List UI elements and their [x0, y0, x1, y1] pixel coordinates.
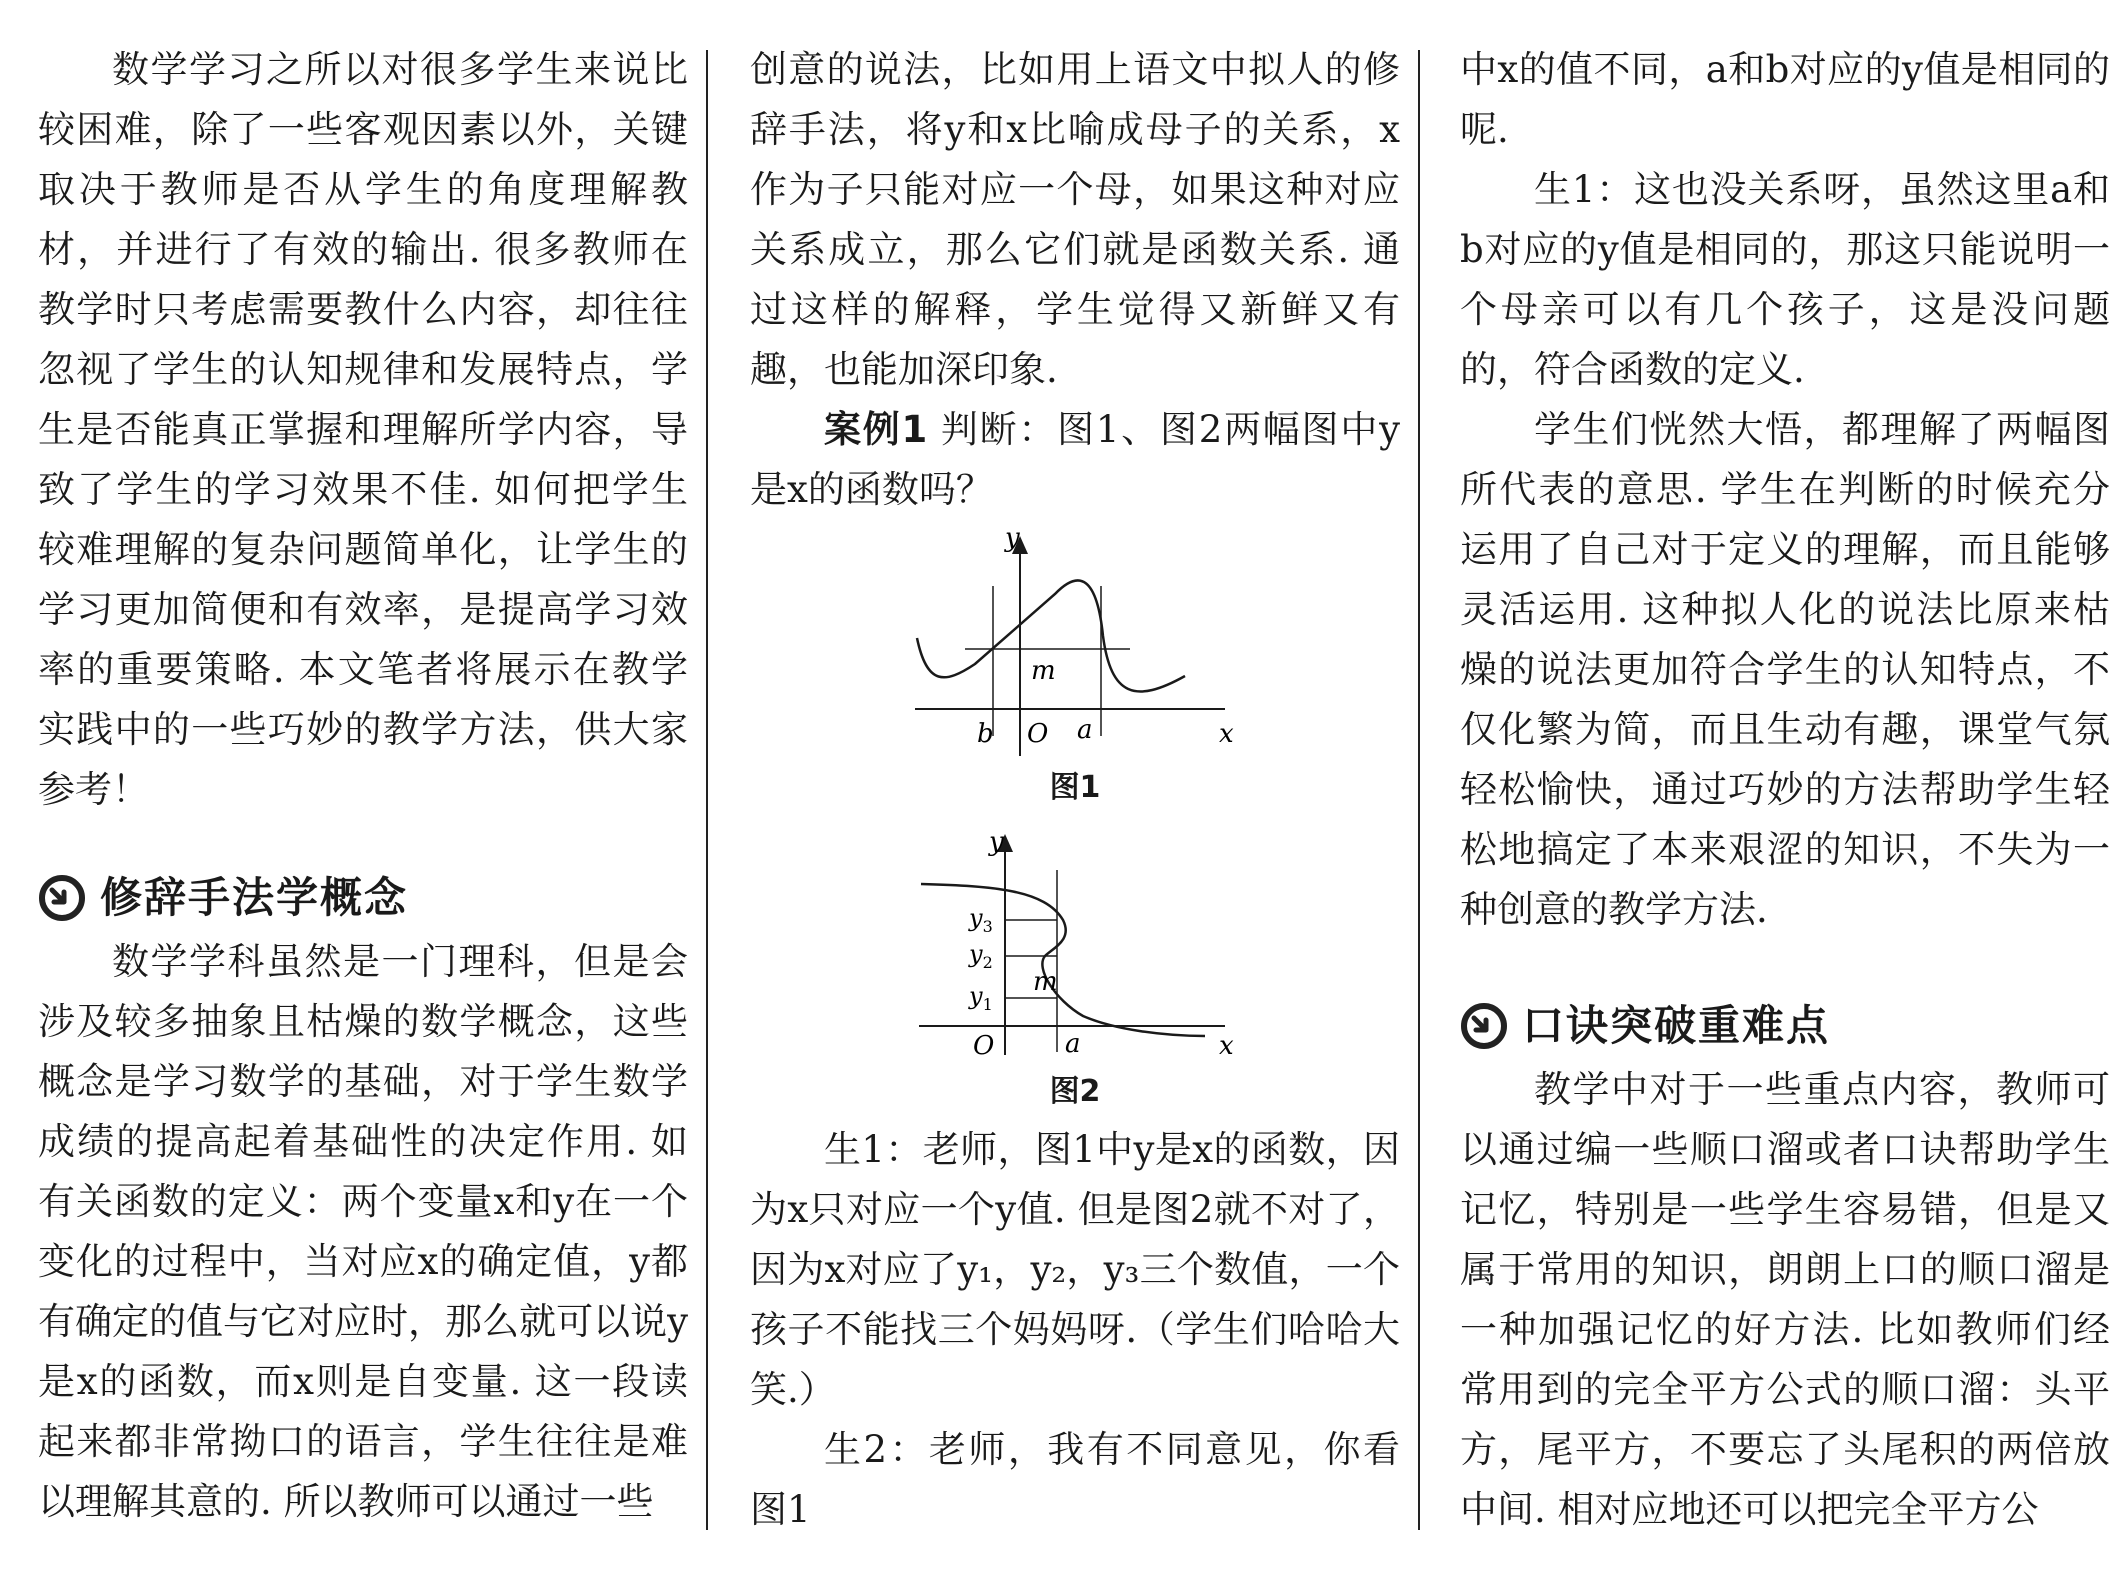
section-arrow-icon	[1460, 1002, 1508, 1050]
label-a: a	[1077, 715, 1093, 745]
label-y1	[968, 982, 993, 1014]
x-axis-label: x	[1219, 1031, 1234, 1061]
column-divider	[1418, 50, 1420, 1530]
y3-subscript: 3	[982, 917, 993, 936]
summary-paragraph: 学生们恍然大悟，都理解了两幅图所代表的意思. 学生在判断的时候充分运用了自己对于定义的理解，而且能够灵活运用. 这种拟人化的说法比原来枯燥的说法更加符合学生的认知特点，不仅化繁为简，而且生动有趣，课堂气氛轻松愉快，通过巧妙的方法帮助学生轻松地搞定了本来艰涩的知识，不失为一种创意的教学方法.	[1460, 408, 2110, 931]
column-2	[750, 40, 1400, 1540]
y-axis-label: y	[989, 830, 1004, 857]
label-origin: O	[1027, 719, 1049, 749]
column-divider	[706, 50, 708, 1530]
column-1	[38, 40, 688, 1532]
x-axis-label: x	[1219, 719, 1234, 749]
figure-2	[750, 830, 1400, 1112]
case-question: 判断：图1、图2两幅图中y是x的函数吗？	[750, 408, 1400, 511]
student-reply-paragraph: 生1：这也没关系呀，虽然这里a和b对应的y值是相同的，那这只能说明一个母亲可以有几个孩子，这是没问题的，符合函数的定义.	[1460, 168, 2110, 391]
figure-2-graph	[905, 830, 1245, 1070]
label-origin: O	[973, 1031, 995, 1061]
y3-letter: y	[969, 904, 983, 932]
y2-subscript: 2	[982, 953, 993, 972]
section-title: 口诀突破重难点	[1522, 1001, 1831, 1050]
y1-subscript: 1	[982, 995, 993, 1014]
y1-letter: y	[969, 982, 983, 1010]
body-paragraph: 数学学科虽然是一门理科，但是会涉及较多抽象且枯燥的数学概念，这些概念是学习数学的基础，对于学生数学成绩的提高起着基础性的决定作用. 如有关函数的定义：两个变量x和y在一个变化的过程中，当对应x的确定值，y都有确定的值与它对应时，那么就可以说y是x的函数，而x则是自变量. 这一段读起来都非常拗口的语言，学生往往是难以理解其意的. 所以教师可以通过一些	[38, 940, 688, 1523]
body-paragraph: 教学中对于一些重点内容，教师可以通过编一些顺口溜或者口诀帮助学生记忆，特别是一些学生容易错，但是又属于常用的知识，朗朗上口的顺口溜是一种加强记忆的好方法. 比如教师们经常用到的完全平方公式的顺口溜：头平方，尾平方，不要忘了头尾积的两倍放中间. 相对应地还可以把完全平方公	[1460, 1068, 2110, 1531]
figure-2-caption: 图2	[1049, 1074, 1101, 1109]
body-paragraph: 创意的说法，比如用上语文中拟人的修辞手法，将y和x比喻成母子的关系，x作为子只能对应一个母，如果这种对应关系成立，那么它们就是函数关系. 通过这样的解释，学生觉得又新鲜又有趣，也能加深印象.	[750, 48, 1400, 391]
section-heading-mnemonic	[1460, 996, 2110, 1056]
label-m: m	[1033, 967, 1058, 997]
section-arrow-icon	[38, 874, 86, 922]
label-m: m	[1031, 656, 1056, 686]
figure-1-graph	[905, 526, 1245, 766]
figure-1-caption: 图1	[1049, 770, 1101, 805]
student2-paragraph: 生2：老师，我有不同意见，你看图1	[750, 1428, 1400, 1531]
figure-1	[750, 526, 1400, 808]
y-axis-label: y	[1005, 526, 1020, 553]
relation-curve	[921, 884, 1205, 1036]
student1-paragraph: 生1：老师，图1中y是x的函数，因为x只对应一个y值. 但是图2就不对了，因为x对应了y₁，y₂，y₃三个数值，一个孩子不能找三个妈妈呀.（学生们哈哈大笑.）	[750, 1128, 1400, 1411]
case-paragraph	[750, 400, 1400, 520]
label-y3	[968, 904, 993, 936]
label-b: b	[977, 719, 994, 749]
column-3	[1460, 40, 2110, 1540]
body-paragraph: 中x的值不同，a和b对应的y值是相同的呢.	[1460, 48, 2110, 151]
y2-letter: y	[969, 940, 983, 968]
label-a: a	[1065, 1029, 1081, 1059]
section-title: 修辞手法学概念	[100, 873, 409, 922]
label-y2	[968, 940, 993, 972]
intro-paragraph: 数学学习之所以对很多学生来说比较困难，除了一些客观因素以外，关键取决于教师是否从学生的角度理解教材，并进行了有效的输出. 很多教师在教学时只考虑需要教什么内容，却往往忽视了学生的认知规律和发展特点，学生是否能真正掌握和理解所学内容，导致了学生的学习效果不佳. 如何把学生较难理解的复杂问题简单化，让学生的学习更加简便和有效率，是提高学习效率的重要策略. 本文笔者将展示在教学实践中的一些巧妙的教学方法，供大家参考！	[38, 48, 688, 811]
case-label: 案例1	[824, 408, 928, 451]
section-heading-rhetoric	[38, 868, 688, 928]
